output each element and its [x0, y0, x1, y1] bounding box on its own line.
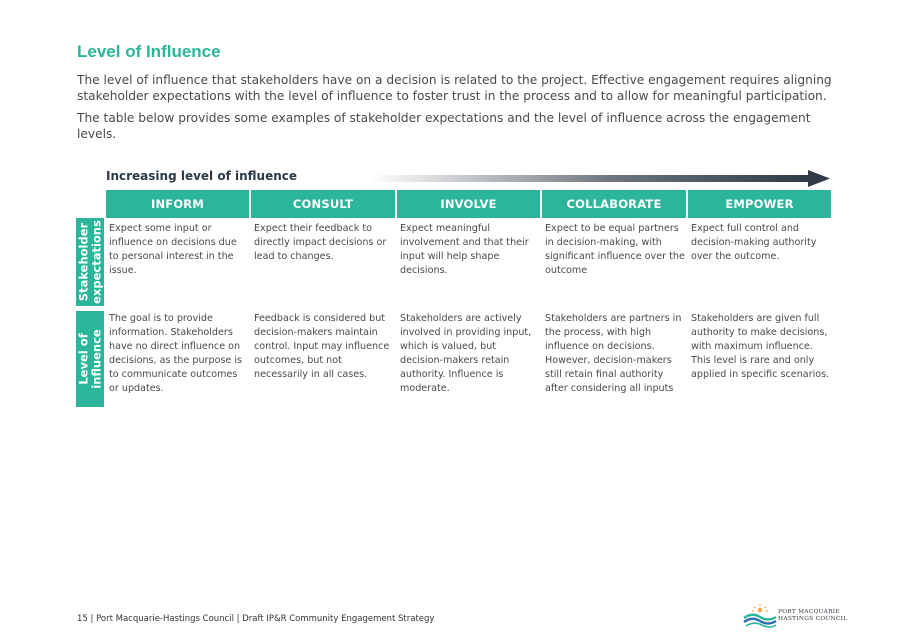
column-header-inform: INFORM	[106, 190, 249, 218]
cell-expectations-inform: Expect some input or influence on decisions due to personal interest in the issue.	[109, 223, 237, 276]
cell-influence-consult: Feedback is considered but decision-makers maintain control. Input may influence outcomes, but not necessarily in all cases.	[254, 313, 390, 380]
influence-arrow-label: Increasing level of influence	[106, 169, 298, 183]
council-logo-wordmark: PORT MACQUARIE HASTINGS COUNCIL	[778, 609, 848, 622]
column-header-consult: CONSULT	[251, 190, 395, 218]
column-header-collaborate: COLLABORATE	[542, 190, 686, 218]
influence-arrow-icon	[370, 170, 832, 188]
page-title: Level of Influence	[77, 42, 221, 61]
table-description: The table below provides some examples of stakeholder expectations and the level of influence across the engagement levels.	[77, 111, 811, 141]
cell-expectations-collaborate: Expect to be equal partners in decision-making, with significant influence over the outcome	[545, 223, 685, 276]
cell-influence-collaborate: Stakeholders are partners in the process, with high influence on decisions. However, decision-makers still retain final authority after considering all inputs	[545, 313, 682, 394]
cell-expectations-consult: Expect their feedback to directly impact decisions or lead to changes.	[254, 223, 387, 262]
row-label-stakeholder-expectations: Stakeholder expectations	[76, 218, 104, 306]
cell-expectations-involve: Expect meaningful involvement and that their input will help shape decisions.	[400, 223, 529, 276]
column-header-involve: INVOLVE	[397, 190, 540, 218]
cell-influence-involve: Stakeholders are actively involved in providing input, which is valued, but decision-makers retain authority. Influence is moderate.	[400, 313, 532, 394]
intro-paragraph: The level of influence that stakeholders have on a decision is related to the project. Effective engagement requires aligning stakeholder expectations with the level of influence to foster trust in the process and to allow for meaningful participation.	[77, 73, 832, 103]
column-header-empower: EMPOWER	[688, 190, 831, 218]
cell-expectations-empower: Expect full control and decision-making authority over the outcome.	[691, 223, 817, 262]
cell-influence-empower: Stakeholders are given full authority to make decisions, with maximum influence. This level is rare and only applied in specific scenarios.	[691, 313, 830, 380]
page-footer: 15 | Port Macquarie-Hastings Council | Draft IP&R Community Engagement Strategy	[77, 614, 435, 624]
council-logo-icon	[742, 604, 778, 628]
cell-influence-inform: The goal is to provide information. Stakeholders have no direct influence on decisions, as the purpose is to communicate outcomes or updates.	[109, 313, 243, 394]
row-label-level-of-influence: Level of influence	[76, 311, 104, 407]
